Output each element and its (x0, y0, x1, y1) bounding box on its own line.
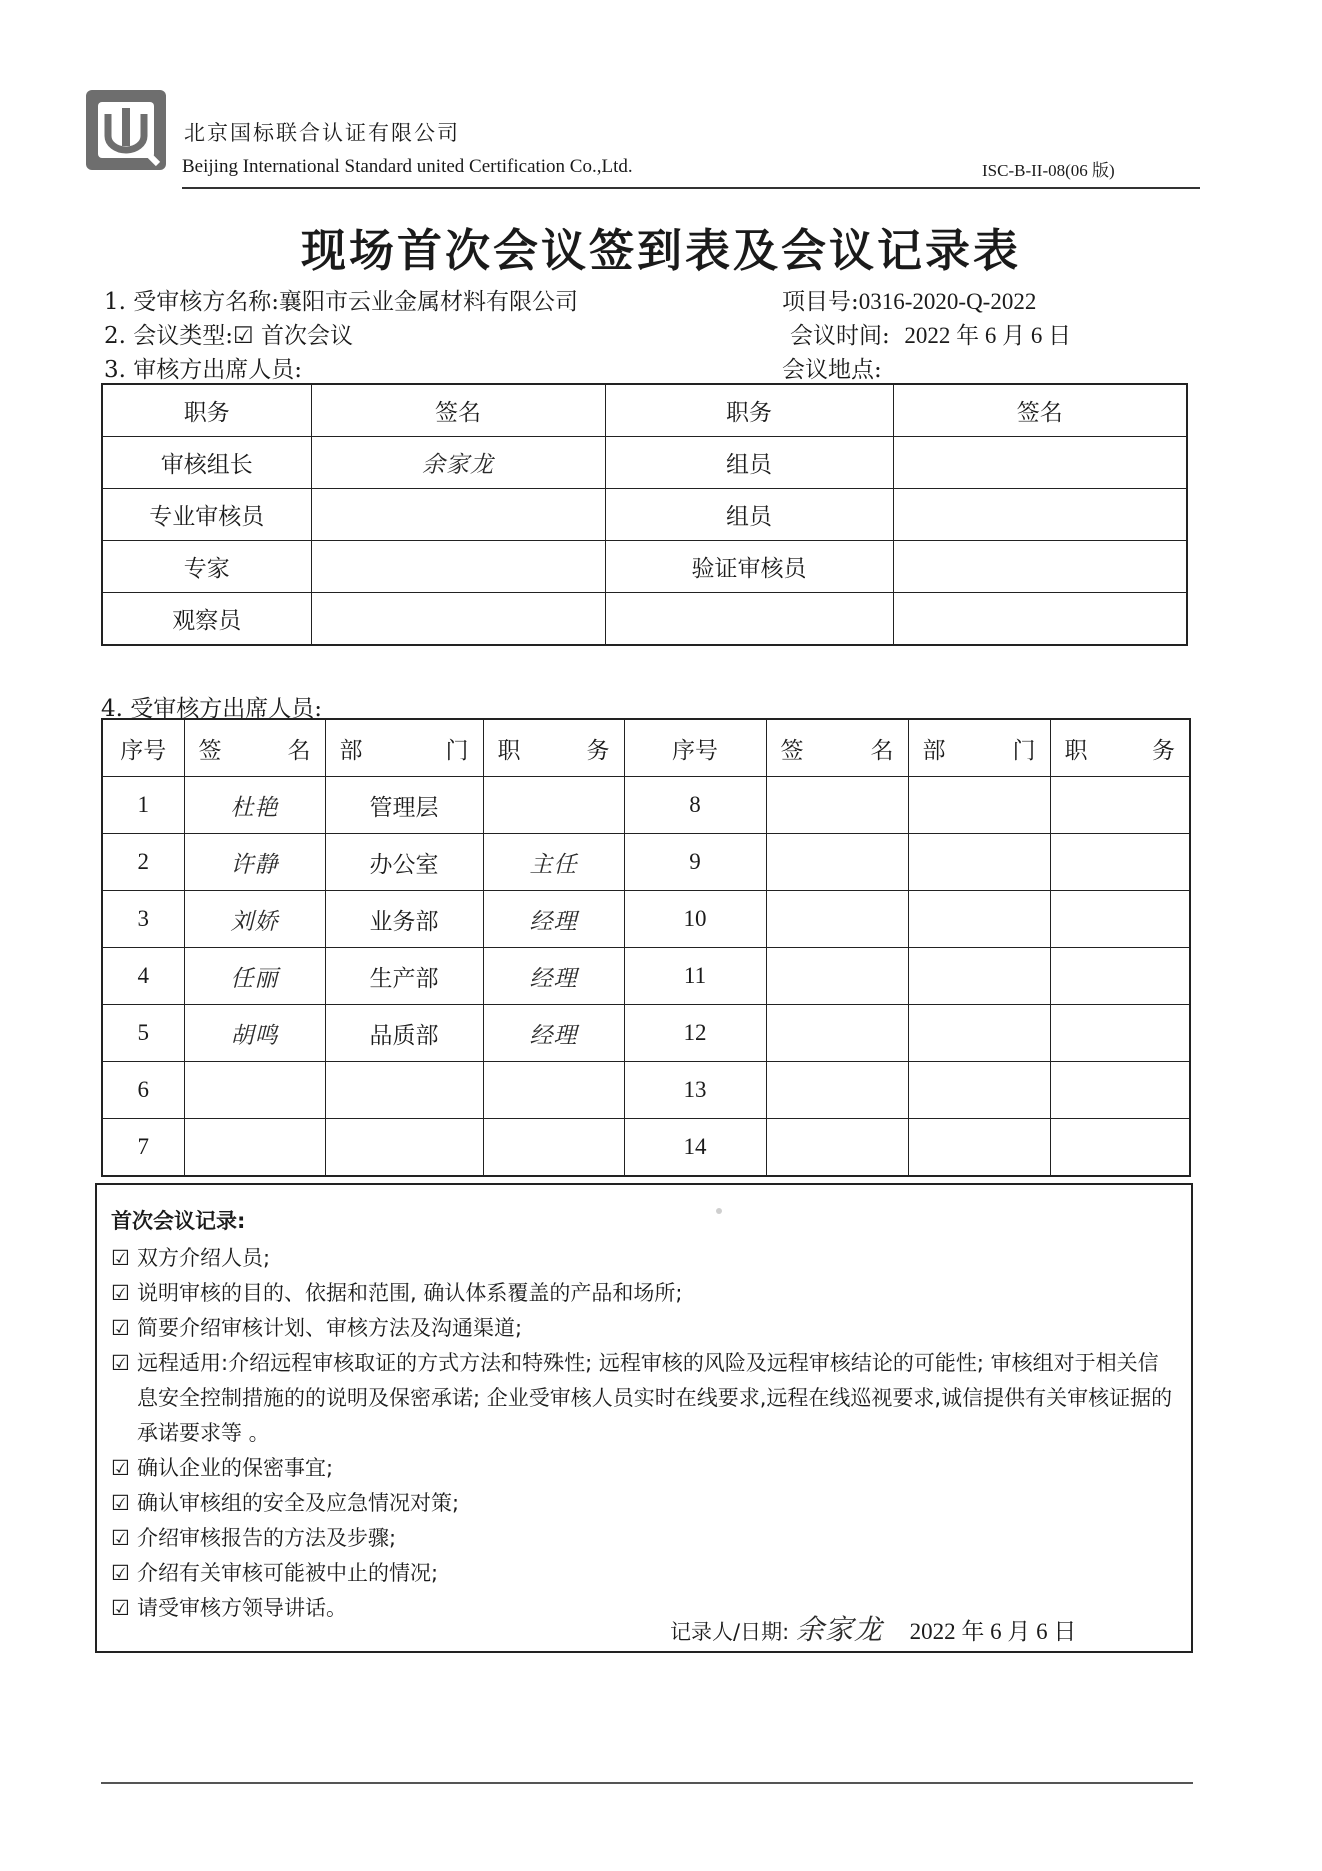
header-char: 名 (287, 737, 311, 764)
meeting-type-line (104, 317, 353, 350)
table-header-row (102, 384, 1187, 437)
checklist-item-text: 介绍有关审核可能被中止的情况; (137, 1561, 439, 1585)
meeting-type-value: ☑ 首次会议 (233, 323, 353, 349)
seq-cell: 11 (624, 948, 766, 1005)
meeting-type-label: 2. 会议类型: (104, 323, 234, 349)
auditor-attendees-label: 3. 审核方出席人员: (104, 357, 303, 383)
table-header-row (102, 719, 1190, 777)
position-cell: 经理 (483, 891, 624, 948)
checked-box-icon: ☑ (111, 1316, 130, 1340)
header-cell (908, 719, 1050, 777)
signature-cell (311, 541, 605, 593)
footer-divider (101, 1782, 1193, 1784)
table-row (102, 948, 1190, 1005)
recorder-line (670, 1608, 1076, 1648)
table-row (102, 593, 1187, 646)
auditee-attendance-table (101, 718, 1191, 1177)
header-char: 务 (1152, 737, 1175, 764)
meeting-place-label: 会议地点: (782, 357, 882, 383)
department-cell: 生产部 (325, 948, 483, 1005)
seq-cell: 5 (102, 1005, 184, 1062)
seq-cell: 6 (102, 1062, 184, 1119)
position-cell (1050, 891, 1190, 948)
header-char: 务 (586, 737, 610, 764)
seq-cell: 4 (102, 948, 184, 1005)
auditee-label: 1. 受审核方名称: (104, 289, 280, 315)
auditor-attendance-table (101, 383, 1188, 646)
signature-cell (184, 1062, 325, 1119)
department-cell (908, 777, 1050, 834)
seq-cell: 12 (624, 1005, 766, 1062)
signature-cell (311, 489, 605, 541)
header-spread (767, 732, 908, 765)
seq-cell: 2 (102, 834, 184, 891)
checked-box-icon: ☑ (111, 1246, 130, 1270)
position-cell (1050, 1119, 1190, 1177)
notes-title: 首次会议记录: (111, 1209, 246, 1233)
position-cell (1050, 948, 1190, 1005)
seq-cell: 14 (624, 1119, 766, 1177)
recorder-signature: 余家龙 (795, 1613, 883, 1646)
header-char: 职 (497, 737, 521, 764)
role-cell: 验证审核员 (605, 541, 893, 593)
project-value: 0316-2020-Q-2022 (858, 289, 1037, 314)
position-cell (1050, 1005, 1190, 1062)
checklist-item (111, 1451, 1177, 1486)
checked-box-icon: ☑ (111, 1281, 130, 1305)
position-cell (1050, 834, 1190, 891)
company-name-en: Beijing International Standard united Certification Co.,Ltd. (182, 156, 633, 177)
meeting-time-label: 会议时间: (790, 323, 890, 349)
checked-box-icon: ☑ (111, 1596, 130, 1620)
checked-box-icon: ☑ (111, 1491, 130, 1515)
checklist-item (111, 1521, 1177, 1556)
seq-cell: 13 (624, 1062, 766, 1119)
header-spread (185, 732, 325, 765)
department-cell: 业务部 (325, 891, 483, 948)
seq-cell: 7 (102, 1119, 184, 1177)
checklist-item (111, 1556, 1177, 1591)
header-char: 职 (1064, 737, 1088, 764)
role-cell: 组员 (605, 489, 893, 541)
signature-cell (184, 1119, 325, 1177)
position-cell: 主任 (483, 834, 624, 891)
department-cell (908, 1062, 1050, 1119)
checked-box-icon: ☑ (111, 1351, 130, 1375)
signature-cell (766, 834, 908, 891)
signature-cell: 余家龙 (311, 437, 605, 489)
isc-logo-icon (84, 88, 168, 172)
checked-box-icon: ☑ (111, 1456, 130, 1480)
header-cell: 职务 (102, 384, 311, 437)
checklist-item-text: 请受审核方领导讲话。 (137, 1596, 347, 1620)
header-char: 部 (922, 737, 946, 764)
header-cell (766, 719, 908, 777)
header-cell (1050, 719, 1190, 777)
signature-cell: 刘娇 (184, 891, 325, 948)
department-cell (908, 891, 1050, 948)
checklist-item (111, 1311, 1177, 1346)
signature-cell: 任丽 (184, 948, 325, 1005)
header-cell (184, 719, 325, 777)
header-spread (326, 732, 483, 765)
department-cell (908, 1119, 1050, 1177)
role-cell: 专家 (102, 541, 311, 593)
project-label: 项目号: (782, 289, 859, 315)
signature-cell (893, 437, 1187, 489)
document-title: 现场首次会议签到表及会议记录表 (300, 224, 1021, 277)
seq-cell: 3 (102, 891, 184, 948)
seq-cell: 10 (624, 891, 766, 948)
position-cell (483, 777, 624, 834)
header-char: 部 (339, 737, 363, 764)
checklist-item-text: 说明审核的目的、依据和范围, 确认体系覆盖的产品和场所; (137, 1281, 683, 1305)
company-name-cn: 北京国标联合认证有限公司 (184, 121, 460, 145)
table-row (102, 891, 1190, 948)
header-cell: 职务 (605, 384, 893, 437)
form-code: ISC-B-II-08(06 版) (982, 161, 1115, 180)
header-char: 签 (198, 737, 222, 764)
header-cell: 签名 (311, 384, 605, 437)
checklist-item (111, 1276, 1177, 1311)
role-cell: 专业审核员 (102, 489, 311, 541)
table-row (102, 489, 1187, 541)
signature-cell (311, 593, 605, 646)
meeting-notes-box (95, 1183, 1193, 1653)
department-cell (908, 948, 1050, 1005)
position-cell (483, 1119, 624, 1177)
header-cell (483, 719, 624, 777)
meeting-time-line (790, 317, 1071, 350)
seq-cell: 9 (624, 834, 766, 891)
signature-cell: 许静 (184, 834, 325, 891)
checklist-item-text: 确认企业的保密事宜; (137, 1456, 334, 1480)
checklist-item-text: 双方介绍人员; (137, 1246, 271, 1270)
position-cell: 经理 (483, 948, 624, 1005)
signature-cell: 胡鸣 (184, 1005, 325, 1062)
header-divider (182, 187, 1200, 189)
checklist-item-text: 远程适用:介绍远程审核取证的方式方法和特殊性; 远程审核的风险及远程审核结论的可能性; 审核组对于相关信息安全控制措施的的说明及保密承诺; 企业受审核人员实时在线要求,远程在线巡视要求,诚信提供有关审核证据的承诺要求等 。 (137, 1351, 1173, 1445)
signature-cell (766, 1062, 908, 1119)
table-row (102, 541, 1187, 593)
checked-box-icon: ☑ (111, 1561, 130, 1585)
notes-list (111, 1241, 1177, 1626)
role-cell (605, 593, 893, 646)
checklist-item-text: 简要介绍审核计划、审核方法及沟通渠道; (137, 1316, 523, 1340)
signature-cell (766, 1005, 908, 1062)
table-row (102, 834, 1190, 891)
checklist-item-text: 确认审核组的安全及应急情况对策; (137, 1491, 460, 1515)
auditee-name-line (104, 283, 578, 316)
checklist-item (111, 1241, 1177, 1276)
header-spread (1051, 732, 1190, 765)
department-cell: 品质部 (325, 1005, 483, 1062)
meeting-time-value: 2022 年 6 月 6 日 (904, 323, 1072, 348)
signature-cell (766, 891, 908, 948)
header-cell: 序号 (102, 719, 184, 777)
signature-cell (766, 1119, 908, 1177)
checklist-item (111, 1346, 1177, 1451)
signature-cell (766, 777, 908, 834)
header-cell (325, 719, 483, 777)
auditee-value: 襄阳市云业金属材料有限公司 (279, 289, 579, 315)
position-cell (1050, 777, 1190, 834)
signature-cell (893, 489, 1187, 541)
department-cell: 管理层 (325, 777, 483, 834)
scan-speck (716, 1208, 722, 1214)
signature-cell (893, 541, 1187, 593)
department-cell (325, 1119, 483, 1177)
checklist-item-text: 介绍审核报告的方法及步骤; (137, 1526, 397, 1550)
department-cell (908, 1005, 1050, 1062)
checked-box-icon: ☑ (111, 1526, 130, 1550)
signature-cell (766, 948, 908, 1005)
recorder-date: 2022 年 6 月 6 日 (909, 1619, 1077, 1644)
department-cell: 办公室 (325, 834, 483, 891)
position-cell (1050, 1062, 1190, 1119)
role-cell: 审核组长 (102, 437, 311, 489)
auditee-table-body (102, 777, 1190, 1177)
header-spread (484, 732, 624, 765)
seq-cell: 1 (102, 777, 184, 834)
signature-cell (893, 593, 1187, 646)
header-char: 名 (870, 737, 894, 764)
role-cell: 观察员 (102, 593, 311, 646)
position-cell (483, 1062, 624, 1119)
table-row (102, 1119, 1190, 1177)
table-row (102, 1005, 1190, 1062)
recorder-label: 记录人/日期: (670, 1620, 790, 1644)
table-row (102, 1062, 1190, 1119)
position-cell: 经理 (483, 1005, 624, 1062)
table-row (102, 437, 1187, 489)
project-number-line (782, 283, 1036, 316)
header-spread (909, 732, 1050, 765)
header-char: 门 (1012, 737, 1036, 764)
signature-cell: 杜艳 (184, 777, 325, 834)
header-char: 签 (780, 737, 804, 764)
department-cell (325, 1062, 483, 1119)
table-row (102, 777, 1190, 834)
checklist-item (111, 1486, 1177, 1521)
header-cell: 序号 (624, 719, 766, 777)
seq-cell: 8 (624, 777, 766, 834)
header-cell: 签名 (893, 384, 1187, 437)
role-cell: 组员 (605, 437, 893, 489)
auditee-attendees-label: 4. 受审核方出席人员: (101, 696, 323, 722)
department-cell (908, 834, 1050, 891)
header-char: 门 (445, 737, 469, 764)
